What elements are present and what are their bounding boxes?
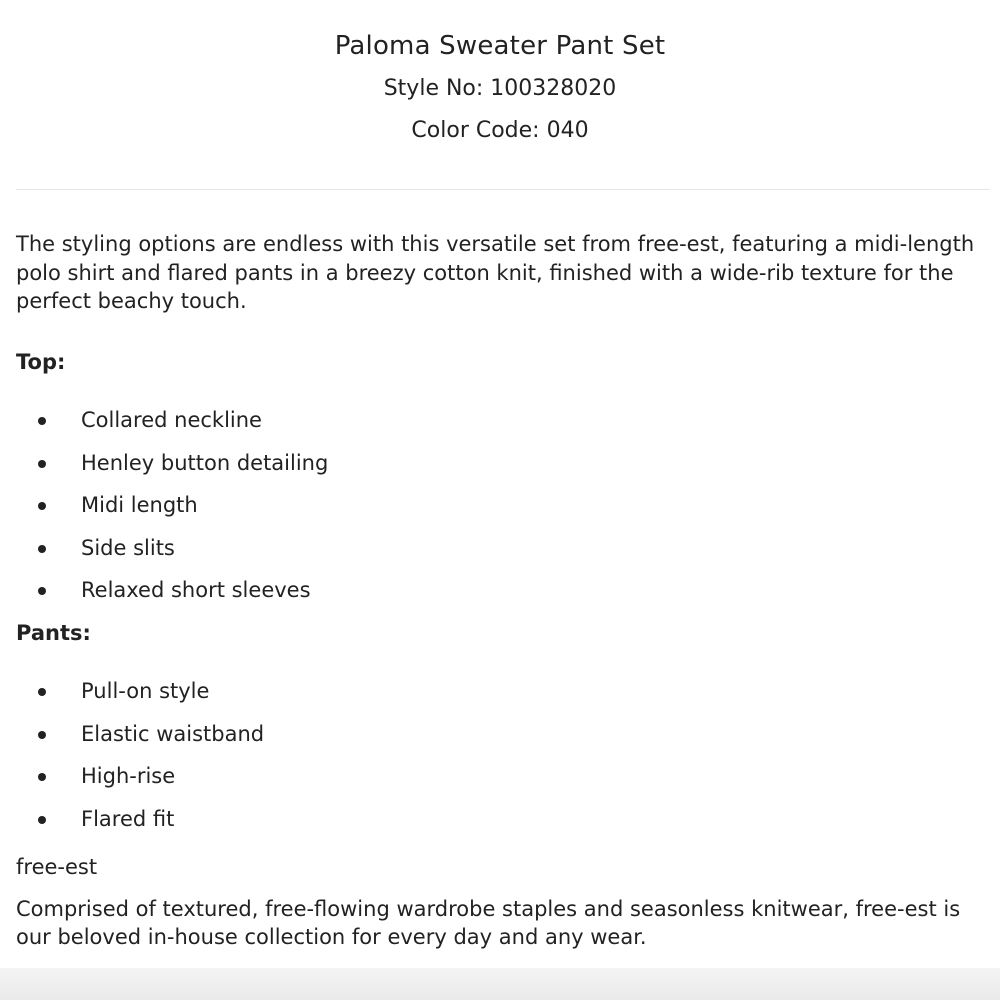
brand-name: free-est — [16, 854, 98, 879]
bullet-icon — [38, 816, 46, 824]
header-divider — [16, 189, 990, 190]
product-description — [16, 230, 986, 952]
list-item-label: Midi length — [81, 493, 198, 517]
list-item-label: Relaxed short sleeves — [81, 578, 311, 602]
bullet-icon — [38, 688, 46, 696]
list-item-label: Henley button detailing — [81, 450, 329, 475]
list-item-label: Elastic waistband — [81, 721, 265, 746]
bullet-icon — [38, 502, 46, 510]
style-number: Style No: 100328020 — [383, 76, 617, 101]
pants-heading: Pants: — [16, 620, 91, 645]
page-bottom-edge — [0, 968, 1000, 1000]
list-item — [16, 720, 986, 748]
bullet-icon — [38, 417, 46, 425]
list-item — [16, 406, 986, 434]
list-item — [16, 534, 986, 562]
brand-description: Comprised of textured, free-flowing wardrobe staples and seasonless knitwear, free-est is our beloved in-house collection for every day and any wear. — [16, 896, 961, 949]
product-title: Paloma Sweater Pant Set — [334, 31, 666, 61]
list-item-label: High-rise — [81, 764, 176, 788]
list-item — [16, 805, 986, 833]
top-feature-list — [16, 406, 986, 604]
list-item-label: Side slits — [81, 535, 175, 560]
list-item — [16, 677, 986, 705]
list-item-label: Flared fit — [81, 806, 175, 831]
bullet-icon — [38, 545, 46, 553]
list-item — [16, 449, 986, 477]
list-item — [16, 491, 986, 519]
bullet-icon — [38, 460, 46, 468]
list-item-label: Collared neckline — [81, 408, 262, 432]
bullet-icon — [38, 587, 46, 595]
list-item-label: Pull-on style — [81, 679, 210, 703]
intro-paragraph: The styling options are endless with this versatile set from free-est, featuring a midi-length polo shirt and flared pants in a breezy cotton knit, finished with a wide-rib texture for the perfect beachy touch. — [16, 232, 975, 313]
list-item — [16, 576, 986, 604]
product-header — [0, 0, 1000, 146]
color-code: Color Code: 040 — [411, 118, 589, 143]
top-heading: Top: — [16, 349, 66, 374]
bullet-icon — [38, 731, 46, 739]
pants-feature-list — [16, 677, 986, 833]
list-item — [16, 762, 986, 790]
bullet-icon — [38, 773, 46, 781]
